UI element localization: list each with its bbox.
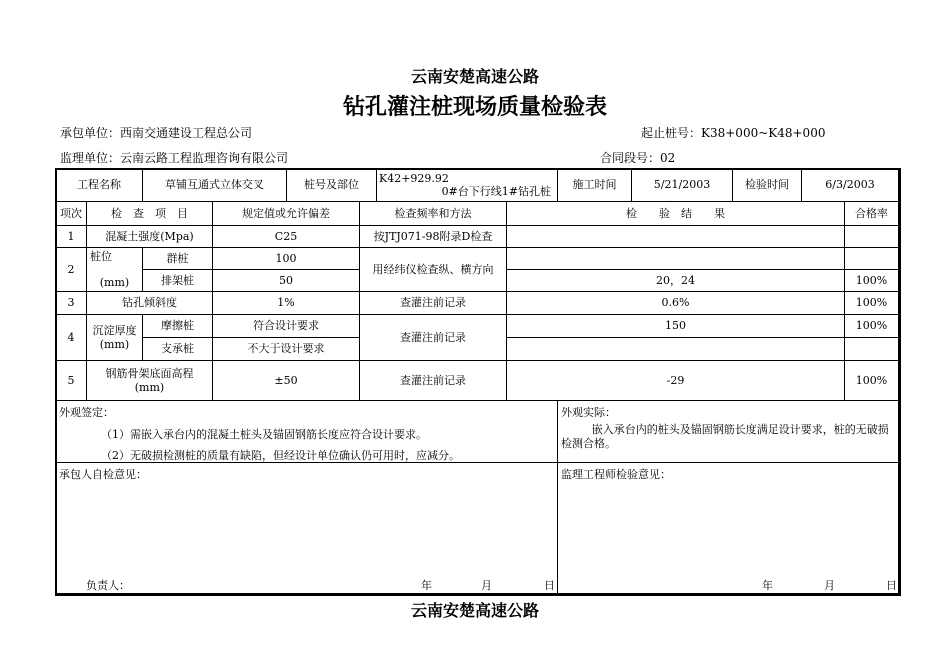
- row5-rate: 100%: [844, 360, 899, 401]
- row4b-sub: 支承桩: [142, 337, 213, 361]
- row5-method: 查灌注前记录: [359, 360, 507, 401]
- contractor-label: 承包单位：: [60, 126, 121, 140]
- row1-method: 按JTJ071-98附录D检查: [359, 225, 507, 248]
- appearance-actual-label: 外观实际：: [561, 406, 616, 419]
- appearance-actual: [557, 400, 899, 463]
- inspect-date: 6/3/2003: [801, 168, 899, 202]
- supervisor-opinion: [557, 462, 899, 594]
- contract-value: 02: [660, 151, 676, 165]
- responsible-label: 负责人：: [86, 579, 130, 592]
- pile-value: [376, 168, 558, 202]
- row4-item-name: 沉淀厚度: [92, 324, 137, 338]
- row2b-rate: 100%: [844, 269, 899, 292]
- build-date: 5/21/2003: [631, 168, 733, 202]
- row5-result: -29: [506, 360, 845, 401]
- row2b-result: 20，24: [506, 269, 845, 292]
- contract-label: 合同段号：: [600, 151, 661, 165]
- col-item: 检 查 项 目: [86, 201, 213, 226]
- row3-method: 查灌注前记录: [359, 291, 507, 315]
- sup-day-label: 日: [886, 579, 897, 592]
- row2a-spec: 100: [212, 247, 360, 270]
- row4a-spec: 符合设计要求: [212, 314, 360, 338]
- row1-result: [506, 225, 845, 248]
- pile-line1: K42+929.92: [379, 171, 449, 185]
- footer-org: 云南安楚高速公路: [410, 601, 539, 620]
- row4-item-unit: (mm): [99, 337, 130, 351]
- pile-line2: 0#台下行线1#钻孔桩: [441, 185, 551, 198]
- row4a-sub: 摩擦桩: [142, 314, 213, 338]
- row1-no: 1: [55, 225, 87, 248]
- row2-item-name: 桩位: [90, 250, 112, 263]
- station-label: 起止桩号：: [641, 126, 702, 140]
- row4a-rate: 100%: [844, 314, 899, 338]
- supervisor-opinion-label: 监理工程师检验意见：: [561, 468, 671, 481]
- row3-item: 钻孔倾斜度: [86, 291, 213, 315]
- contractor-opinion: [55, 462, 558, 594]
- row5-no: 5: [55, 360, 87, 401]
- row2a-sub: 群桩: [142, 247, 213, 270]
- row4-method: 查灌注前记录: [359, 314, 507, 361]
- col-spec: 规定值或允许偏差: [212, 201, 360, 226]
- row1-rate: [844, 225, 899, 248]
- row2b-spec: 50: [212, 269, 360, 292]
- row4b-result: [506, 337, 845, 361]
- sup-year-label: 年: [762, 579, 773, 592]
- day-label: 日: [544, 579, 555, 592]
- supervisor-label: 监理单位：: [60, 151, 121, 165]
- appearance-req-label: 外观签定：: [59, 406, 114, 419]
- sup-month-label: 月: [824, 579, 835, 592]
- row2-item: [86, 247, 143, 292]
- row5-item: [86, 360, 213, 401]
- month-label: 月: [481, 579, 492, 592]
- row1-item: 混凝土强度(Mpa): [86, 225, 213, 248]
- year-label: 年: [421, 579, 432, 592]
- row2-method: 用经纬仪检查纵、横方向: [359, 247, 507, 292]
- appearance-actual-text: 嵌入承台内的桩头及锚固钢筋长度满足设计要求，桩的无破损检测合格。: [561, 423, 889, 450]
- row2-item-unit: (mm): [99, 275, 130, 289]
- row5-item-name: 钢筋骨架底面高程: [105, 367, 194, 381]
- contract-info: [600, 149, 675, 166]
- contractor-info: [60, 124, 252, 141]
- station-value: K38+000~K48+000: [701, 126, 826, 140]
- contractor-value: 西南交通建设工程总公司: [120, 126, 253, 140]
- col-method: 检查频率和方法: [359, 201, 507, 226]
- row4b-rate: [844, 337, 899, 361]
- row4-item: [86, 314, 143, 361]
- col-rate: 合格率: [844, 201, 899, 226]
- build-label: 施工时间: [557, 168, 632, 202]
- row1-spec: C25: [212, 225, 360, 248]
- row4b-spec: 不大于设计要求: [212, 337, 360, 361]
- col-result: 检 验 结 果: [506, 201, 845, 226]
- row3-result: 0.6%: [506, 291, 845, 315]
- row4a-result: 150: [506, 314, 845, 338]
- station-info: [641, 124, 825, 141]
- supervisor-value: 云南云路工程监理咨询有限公司: [120, 151, 289, 165]
- form-title: 钻孔灌注桩现场质量检验表: [342, 95, 607, 120]
- col-no: 项次: [55, 201, 87, 226]
- row2a-rate: [844, 247, 899, 270]
- appearance-req1: （1）需嵌入承台内的混凝土桩头及锚固钢筋长度应符合设计要求。: [101, 428, 427, 441]
- project-value: 草铺互通式立体交叉: [142, 168, 287, 202]
- project-label: 工程名称: [55, 168, 143, 202]
- org-title: 云南安楚高速公路: [410, 67, 539, 86]
- pile-label: 桩号及部位: [286, 168, 377, 202]
- row4-no: 4: [55, 314, 87, 361]
- row2b-sub: 排架桩: [142, 269, 213, 292]
- contractor-opinion-label: 承包人自检意见：: [59, 468, 147, 481]
- appearance-requirements: [55, 400, 558, 463]
- row3-no: 3: [55, 291, 87, 315]
- row5-spec: ±50: [212, 360, 360, 401]
- row2a-result: [506, 247, 845, 270]
- supervisor-info: [60, 149, 288, 166]
- row5-item-unit: (mm): [134, 380, 165, 394]
- row3-spec: 1%: [212, 291, 360, 315]
- inspect-label: 检验时间: [732, 168, 802, 202]
- row3-rate: 100%: [844, 291, 899, 315]
- appearance-req2: （2）无破损检测桩的质量有缺陷，但经设计单位确认仍可用时，应减分。: [101, 449, 460, 462]
- row2-no: 2: [55, 247, 87, 292]
